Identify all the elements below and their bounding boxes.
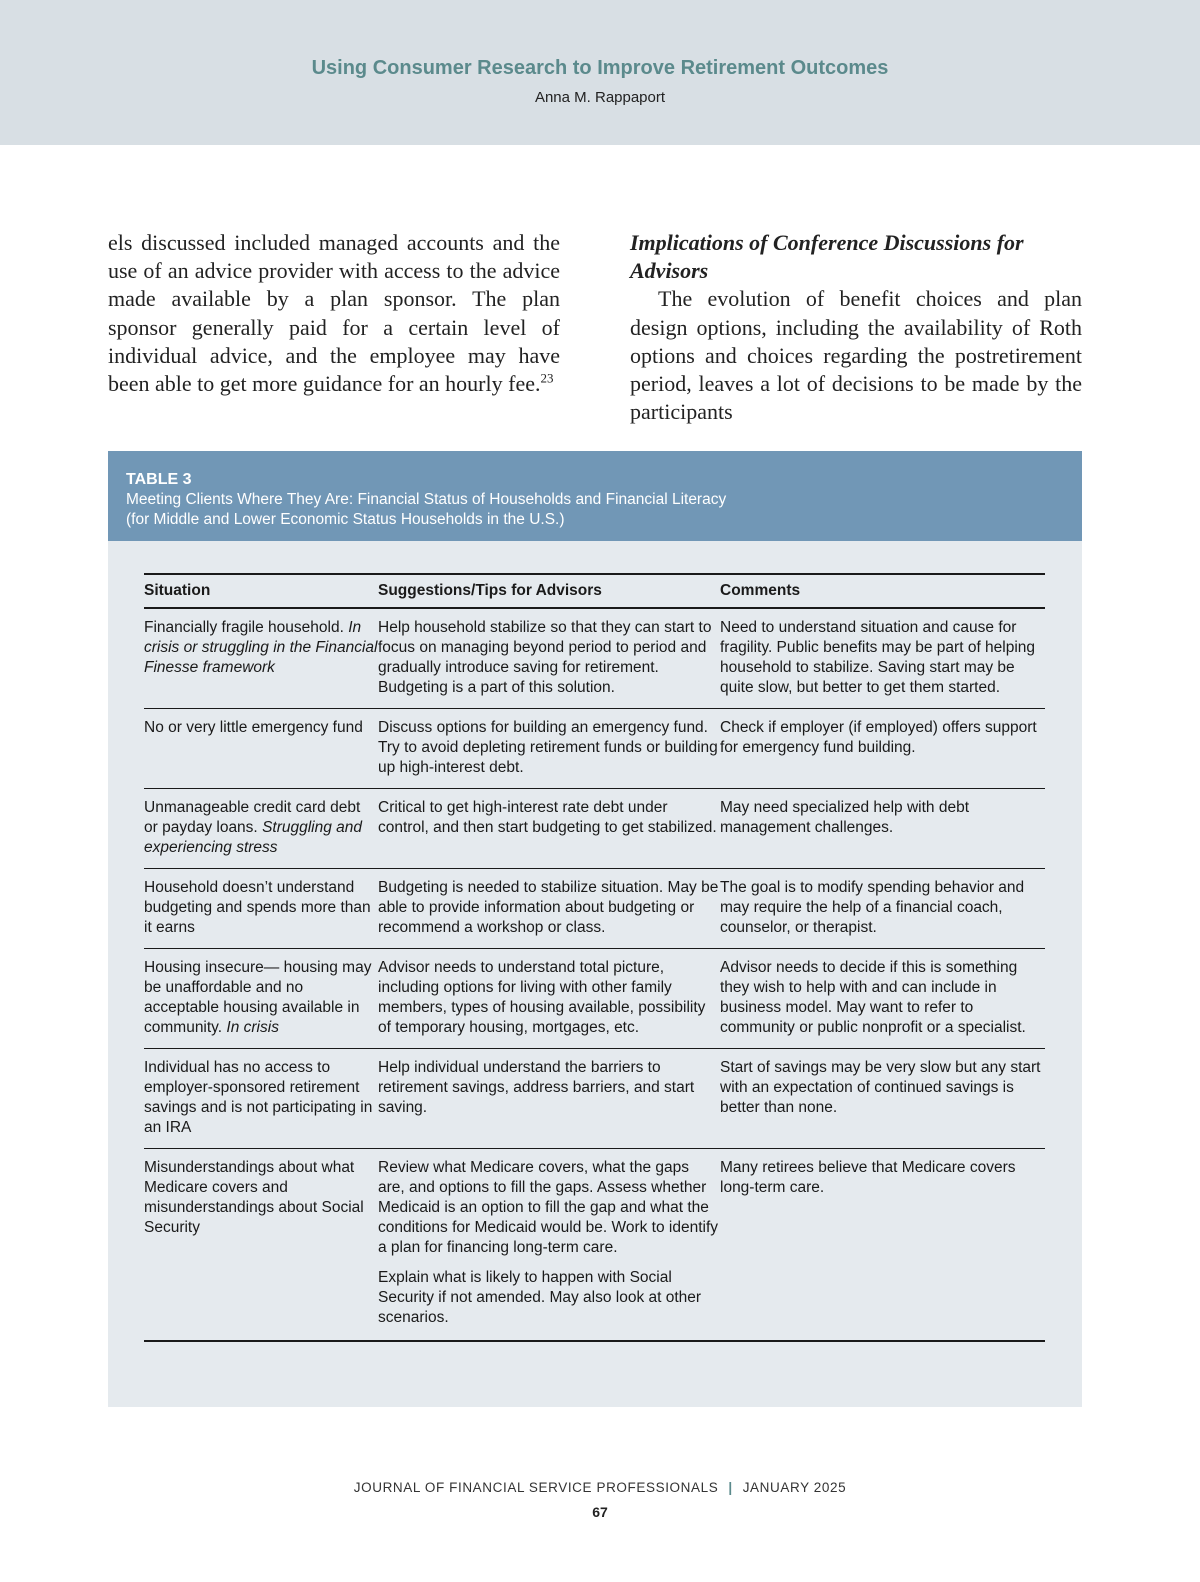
body-paragraph: The evolution of benefit choices and plan design options, including the availability of Roth options and choices regarding the postretirement period, leaves a lot of decisions to be made by the participants [630, 286, 1082, 425]
table-row [144, 949, 1045, 1049]
data-table [144, 573, 1045, 1342]
cell-tips: Help household stabilize so that they can start to focus on managing beyond period to period and gradually introduce saving for retirement. Budgeting is a part of this solution. [378, 619, 712, 696]
cell-tips: Advisor needs to understand total picture, including options for living with other family members, types of housing available, possibility of temporary housing, mortgages, etc. [378, 959, 706, 1036]
cell-situation [144, 798, 378, 858]
footer-separator: | [728, 1480, 733, 1495]
table-row [144, 1149, 1045, 1340]
cell-tips: Budgeting is needed to stabilize situation. May be able to provide information about budgeting or recommend a workshop or class. [378, 879, 719, 936]
situation-text: Financially fragile household. [144, 619, 344, 636]
cell-tips: Help individual understand the barriers to retirement savings, address barriers, and start saving. [378, 1059, 695, 1116]
cell-comments: Need to understand situation and cause for fragility. Public benefits may be part of helping household to stabilize. Saving start may be quite slow, but better to get them started. [720, 619, 1036, 696]
column-header-tips: Suggestions/Tips for Advisors [378, 582, 602, 599]
footnote-marker[interactable]: 23 [540, 370, 554, 386]
cell-tips [378, 1158, 720, 1328]
cell-comments: Many retirees believe that Medicare covers long-term care. [720, 1159, 1016, 1196]
article-author: Anna M. Rappaport [534, 89, 666, 106]
situation-text: Housing insecure— housing may be unaffordable and no acceptable housing available in community. [144, 959, 372, 1036]
table-row [144, 789, 1045, 869]
body-paragraph [108, 229, 560, 398]
table-row [144, 1049, 1045, 1149]
body-column-left [108, 229, 560, 398]
cell-situation: Individual has no access to employer-sponsored retirement savings and is not participating in an IRA [144, 1059, 373, 1136]
article-title: Using Consumer Research to Improve Retirement Outcomes [311, 57, 889, 79]
table-row [144, 709, 1045, 789]
cell-situation: No or very little emergency fund [144, 719, 363, 736]
page-footer [0, 1480, 1200, 1495]
cell-situation [144, 618, 378, 698]
table-header-band [108, 451, 1082, 541]
table-row [144, 869, 1045, 949]
page-number: 67 [592, 1504, 608, 1520]
situation-text: Unmanageable credit card debt or payday loans. [144, 799, 361, 836]
cell-comments: Start of savings may be very slow but any start with an expectation of continued savings is better than none. [720, 1059, 1041, 1116]
situation-italic-text: Struggling and experiencing stress [144, 819, 363, 856]
issue-date: JANUARY 2025 [742, 1480, 847, 1495]
table-column-headers [144, 575, 1045, 609]
column-header-comments: Comments [720, 582, 801, 599]
situation-italic-text: In crisis [226, 1019, 279, 1036]
table-caption: Meeting Clients Where They Are: Financial Status of Households and Financial Literacy [126, 491, 727, 508]
cell-tips: Discuss options for building an emergency fund. Try to avoid depleting retirement funds or building up high-interest debt. [378, 719, 718, 776]
tips-paragraph: Review what Medicare covers, what the gaps are, and options to fill the gaps. Assess whether Medicaid is an option to fill the gap and what the conditions for Medicaid would be. Work to identify a plan for financing long-term care. [378, 1159, 719, 1256]
table-3-panel [108, 451, 1082, 1407]
tips-paragraph-2: Explain what is likely to happen with Social Security if not amended. May also look at other scenarios. [378, 1269, 702, 1326]
body-text: els discussed included managed accounts and the use of an advice provider with access to the advice made available by a plan sponsor. The plan sponsor generally paid for a certain level of individual advice, and the employee may have been able to get more guidance for an hourly fee. [108, 230, 560, 397]
cell-comments: May need specialized help with debt management challenges. [720, 799, 970, 836]
cell-situation: Household doesn’t understand budgeting and spends more than it earns [144, 879, 371, 936]
body-column-right [630, 229, 1082, 426]
cell-tips: Critical to get high-interest rate debt under control, and then start budgeting to get stabilized. [378, 799, 717, 836]
running-header [0, 0, 1200, 145]
cell-situation: Misunderstandings about what Medicare covers and misunderstandings about Social Security [144, 1159, 364, 1236]
column-header-situation: Situation [144, 582, 211, 599]
cell-comments: Check if employer (if employed) offers support for emergency fund building. [720, 719, 1037, 756]
table-label: TABLE 3 [126, 471, 192, 488]
situation-italic-text: In crisis or struggling in the Financial Finesse framework [144, 619, 378, 676]
section-heading: Implications of Conference Discussions for Advisors [630, 230, 1024, 284]
cell-comments: The goal is to modify spending behavior and may require the help of a financial coach, counselor, or therapist. [720, 879, 1025, 936]
cell-situation [144, 958, 378, 1038]
journal-name: JOURNAL OF FINANCIAL SERVICE PROFESSIONALS [353, 1480, 719, 1495]
table-row [144, 609, 1045, 709]
cell-comments: Advisor needs to decide if this is something they wish to help with and can include in business model. May want to refer to community or public nonprofit or a specialist. [720, 959, 1026, 1036]
table-caption-sub: (for Middle and Lower Economic Status Households in the U.S.) [126, 511, 565, 528]
